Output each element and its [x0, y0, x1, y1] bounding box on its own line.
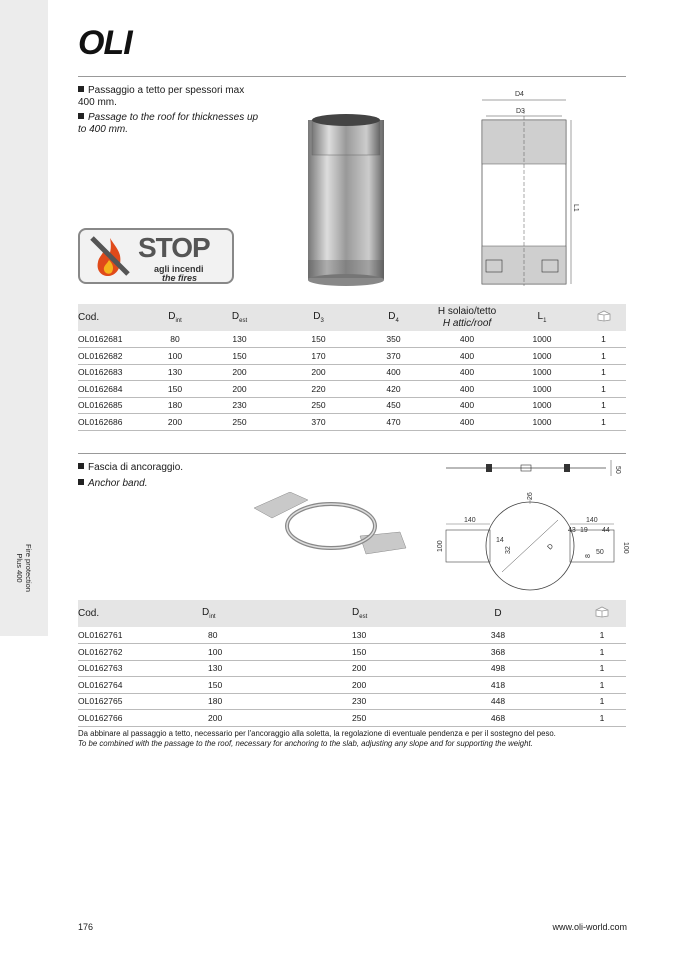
- dim-26: 26: [527, 492, 534, 500]
- th-d3: $D_3$: [281, 304, 356, 331]
- table-cell: 1000: [503, 414, 581, 431]
- th-pack-icon: [578, 600, 626, 627]
- dim-140b: 140: [586, 517, 598, 524]
- table-row: [78, 710, 626, 727]
- table-cell: OL0162684: [78, 381, 152, 398]
- table-header: [78, 600, 626, 627]
- table-cell: OL0162762: [78, 644, 202, 661]
- badge-title: STOP: [138, 232, 210, 263]
- table-cell: 368: [418, 644, 578, 661]
- table-cell: 180: [152, 397, 198, 414]
- table-cell: 100: [152, 348, 198, 365]
- table-cell: 200: [268, 660, 418, 677]
- table-cell: 468: [418, 710, 578, 727]
- table-cell: 200: [152, 414, 198, 431]
- note-en: To be combined with the passage to the roof, necessary for anchoring to the slab, adjusting any slope and for supporting the weight.: [78, 739, 533, 748]
- table-cell: 200: [198, 364, 281, 381]
- table-cell: 100: [202, 644, 268, 661]
- table-cell: 1000: [503, 364, 581, 381]
- table-cell: 230: [268, 693, 418, 710]
- table-cell: 400: [431, 364, 503, 381]
- anchor-band-technical-drawing: [432, 492, 632, 598]
- table-cell: 170: [281, 348, 356, 365]
- th-dint: $D_{int}$: [152, 304, 198, 331]
- bullet-square-icon: [78, 113, 84, 119]
- table-cell: 450: [356, 397, 431, 414]
- table-cell: 250: [268, 710, 418, 727]
- table-cell: OL0162764: [78, 677, 202, 694]
- table-cell: 150: [198, 348, 281, 365]
- usage-note: [78, 729, 638, 749]
- anchor-band-photo: [250, 492, 412, 562]
- table-cell: OL0162761: [78, 627, 202, 644]
- table-cell: 1: [581, 331, 626, 348]
- website-link[interactable]: www.oli-world.com: [552, 922, 627, 932]
- table-row: [78, 397, 626, 414]
- table-cell: 1: [578, 710, 626, 727]
- table-cell: 200: [202, 710, 268, 727]
- th-dint: $D_{int}$: [202, 600, 268, 627]
- table-cell: OL0162681: [78, 331, 152, 348]
- table-cell: 230: [198, 397, 281, 414]
- table-cell: OL0162763: [78, 660, 202, 677]
- table-cell: OL0162685: [78, 397, 152, 414]
- table-cell: 348: [418, 627, 578, 644]
- table-cell: 250: [281, 397, 356, 414]
- table-cell: 400: [356, 364, 431, 381]
- table-cell: 1: [578, 660, 626, 677]
- table-row: [78, 331, 626, 348]
- table-cell: 180: [202, 693, 268, 710]
- table-cell: 150: [202, 677, 268, 694]
- dim-32: 32: [505, 546, 512, 554]
- table-cell: 400: [431, 348, 503, 365]
- dim-100a: 100: [437, 540, 444, 552]
- table-cell: 130: [202, 660, 268, 677]
- table-row: [78, 644, 626, 661]
- table-cell: OL0162766: [78, 710, 202, 727]
- dim-44: 44: [602, 527, 610, 534]
- th-pack-icon: [581, 304, 626, 331]
- table-cell: 130: [198, 331, 281, 348]
- table-cell: 130: [268, 627, 418, 644]
- table-cell: 130: [152, 364, 198, 381]
- table-cell: 80: [152, 331, 198, 348]
- stop-fire-badge: [78, 228, 234, 284]
- table-cell: 1: [578, 693, 626, 710]
- table-cell: 350: [356, 331, 431, 348]
- table-cell: 400: [431, 331, 503, 348]
- dim-50: 50: [614, 466, 621, 474]
- table-cell: 400: [431, 397, 503, 414]
- note-it: Da abbinare al passaggio a tetto, necessario per l'ancoraggio alla soletta, la regolazione di eventuale pendenza e per il sostegno del peso.: [78, 729, 556, 738]
- table-cell: 370: [281, 414, 356, 431]
- brand-logo: OLI: [78, 24, 132, 62]
- table-cell: 200: [268, 677, 418, 694]
- bullet-it-1: [78, 85, 263, 109]
- badge-line1: agli incendi: [154, 264, 204, 274]
- table-cell: OL0162682: [78, 348, 152, 365]
- th-cod: Cod.: [78, 304, 152, 331]
- table-row: [78, 693, 626, 710]
- dim-43: 43: [568, 527, 576, 534]
- sidebar-line2: Plus 400: [15, 553, 24, 583]
- table-cell: 1: [581, 364, 626, 381]
- bullet-text: Passage to the roof for thicknesses up to 400 mm.: [78, 112, 259, 135]
- table-cell: 470: [356, 414, 431, 431]
- table-cell: 1: [581, 348, 626, 365]
- table-cell: 448: [418, 693, 578, 710]
- table-cell: 150: [152, 381, 198, 398]
- bullet-it-2: [78, 462, 183, 474]
- th-cod: Cod.: [78, 600, 202, 627]
- table-cell: 418: [418, 677, 578, 694]
- table-row: [78, 364, 626, 381]
- table-row: [78, 381, 626, 398]
- th-dest: $D_{est}$: [198, 304, 281, 331]
- table-cell: 400: [431, 414, 503, 431]
- table-cell: 370: [356, 348, 431, 365]
- th-d: D: [418, 600, 578, 627]
- table-cell: 1: [581, 381, 626, 398]
- bullet-en-1: [78, 112, 263, 136]
- dim-8: 8: [585, 554, 592, 558]
- dim-d3: D3: [516, 108, 525, 115]
- roof-passage-table: [78, 304, 626, 431]
- roof-passage-technical-drawing: [474, 86, 586, 292]
- table-cell: 1000: [503, 331, 581, 348]
- table-cell: 200: [198, 381, 281, 398]
- table-row: [78, 660, 626, 677]
- table-cell: 250: [198, 414, 281, 431]
- anchor-band-table: [78, 600, 626, 727]
- sidebar-label: [0, 538, 48, 598]
- no-fire-icon: [86, 232, 134, 280]
- dim-14: 14: [496, 537, 504, 544]
- table-cell: 1000: [503, 381, 581, 398]
- dim-100b: 100: [622, 542, 629, 554]
- bullet-square-icon: [78, 463, 84, 469]
- table-cell: 220: [281, 381, 356, 398]
- dim-50b: 50: [596, 549, 604, 556]
- bullet-en-2: [78, 478, 148, 490]
- table-cell: 80: [202, 627, 268, 644]
- table-cell: 400: [431, 381, 503, 398]
- table-cell: OL0162765: [78, 693, 202, 710]
- dim-140a: 140: [464, 517, 476, 524]
- table-row: [78, 627, 626, 644]
- table-cell: OL0162686: [78, 414, 152, 431]
- table-cell: 498: [418, 660, 578, 677]
- bullet-square-icon: [78, 86, 84, 92]
- roof-passage-photo: [296, 110, 396, 292]
- th-l1: $L_1$: [503, 304, 581, 331]
- dim-d: D: [546, 542, 555, 552]
- table-cell: 150: [268, 644, 418, 661]
- bullet-text: Fascia di ancoraggio.: [88, 462, 184, 473]
- table-cell: 420: [356, 381, 431, 398]
- table-header: [78, 304, 626, 331]
- table-row: [78, 677, 626, 694]
- bullet-square-icon: [78, 479, 84, 485]
- table-cell: 1: [581, 397, 626, 414]
- table-row: [78, 414, 626, 431]
- th-dest: $D_{est}$: [268, 600, 418, 627]
- table-cell: 200: [281, 364, 356, 381]
- divider-mid: [78, 453, 626, 454]
- dim-d4: D4: [515, 91, 524, 98]
- page-number: 176: [78, 922, 94, 932]
- table-cell: 1: [578, 627, 626, 644]
- table-cell: 1000: [503, 348, 581, 365]
- table-cell: 1: [578, 644, 626, 661]
- sidebar-line1: Fire protection: [24, 544, 33, 592]
- anchor-band-side-view: [446, 456, 626, 480]
- divider-top: [78, 76, 626, 77]
- table-cell: OL0162683: [78, 364, 152, 381]
- table-cell: 1: [578, 677, 626, 694]
- dim-l1: L1: [572, 204, 579, 212]
- table-cell: 1000: [503, 397, 581, 414]
- bullet-text: Passaggio a tetto per spessori max 400 mm.: [78, 85, 245, 108]
- th-h: H solaio/tetto H attic/roof: [431, 304, 503, 331]
- dim-19: 19: [580, 527, 588, 534]
- table-cell: 1: [581, 414, 626, 431]
- table-cell: 150: [281, 331, 356, 348]
- table-row: [78, 348, 626, 365]
- bullet-text: Anchor band.: [88, 478, 148, 489]
- th-d4: $D_4$: [356, 304, 431, 331]
- badge-line2: the fires: [162, 273, 198, 283]
